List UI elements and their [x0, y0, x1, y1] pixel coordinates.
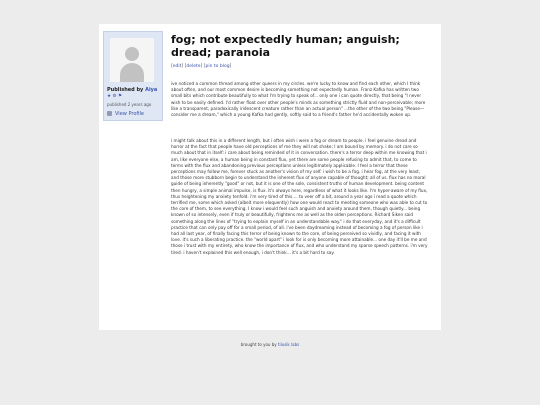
published-by-label: Published by: [107, 87, 144, 93]
view-profile-link[interactable]: [107, 111, 144, 117]
footer-text: brought to you by: [240, 342, 277, 347]
post-card: [99, 24, 441, 330]
author-card: [103, 31, 163, 121]
post-paragraph: ive noticed a common thread among other queers in my circles. we're lucky to know and find each other, which I think about often, and our most common desire is becoming something not expectedly human. Franz Kafka has written two small bits which contribute beautifully to what I'm trying to speak of... only one i can quote directly, that being "I never wish to be easily defined. I'd rather float over other people's minds as something strictly fluid and non-perceivable; more like a transparent, paradoxically iridescent creature rather than an actual person" ...the other of the two being "Please—consider me a dream," which a young Kafka had gently, softly said to a friend's father he'd accidentally woken up.: [171, 81, 426, 118]
avatar-body-shape: [120, 63, 144, 82]
published-by: [107, 87, 157, 93]
delete-link[interactable]: delete: [186, 64, 201, 69]
author-name-link[interactable]: Aiya: [145, 87, 158, 93]
profile-icon: [107, 111, 112, 116]
post-actions: [edit] [delete] [pin to blog]: [171, 64, 232, 69]
footer: [0, 342, 540, 347]
pin-to-blog-link[interactable]: pin to blog: [205, 64, 230, 69]
badge-icons: ★ ⚙ ⚑: [107, 94, 122, 99]
avatar[interactable]: [110, 38, 154, 82]
view-profile-label: View Profile: [115, 111, 145, 117]
avatar-head-shape: [125, 47, 139, 61]
edit-link[interactable]: edit: [172, 64, 182, 69]
footer-link[interactable]: tilusik labs: [277, 342, 300, 347]
published-time: published 2 years ago: [107, 102, 152, 107]
post-paragraph: i might talk about this in a different length, but i often wish i were a fog or dream to people. i feel genuine dread and horror at the fact that people have old perceptions of me they will not shake; I am bound by memory. i do not care so much about that in itself: i care about being reminded of it in conversation. there's a terror deep within me knowing that i am, like everyone else, a human being in constant flux, yet there are some people refusing to admit that, to come to terms with the flux and abandoning previous perceptions unless legitimately applicable. I feel a terror that these perceptions may follow me, forever stuck as another's vision of my self. i wish to be a fog. i hear fog, at the very least, and those more stubborn begin to understand the inherent flux of anyone capable of thought; all of us. flux has no moral guide of being inherently "good" or not, but it is one of the sole, consistent truths of human development. being content then hungry, a simple animal impulse, is flux. it's always here, regardless of what it looks like. I'm hyper-aware of my flux, thus heightening my anxiety tenfold. i'm very tired of this.... to veer off a bit, around a year ago i read a quote which terrified me, some which asked (albeit more eloquently) how one would react to meeting someone who was able to cut to the core of them, to see everything. I know i would feel such anguish and anxiety around them, though quietly... being known of so intensely, even if truly or beautifully, frightens me as well as the olden perceptions. Richard Siken said something along the lines of "trying to explain myself in an understandable way." i do that everyday, and it's a difficult practice that can only pay off for a small period, of all. i've been daydreaming instead of becoming a fog of person like i had all last year, of finally facing this terror of being known to the core, of being perceived so vividly, and facing it with love. it's such a liberating practice. the "world apart" i look for is only becoming more attainable... one day it'll be me and those i trust with my entirety, who know the importance of flux, and who understand my sparse speech patterns. i'm very tired. i haven't explained this well enough, i don't think... it's a bit hard to say.: [171, 138, 428, 255]
post-title: fog; not expectedly human; anguish; dread; paranoia: [171, 33, 400, 59]
